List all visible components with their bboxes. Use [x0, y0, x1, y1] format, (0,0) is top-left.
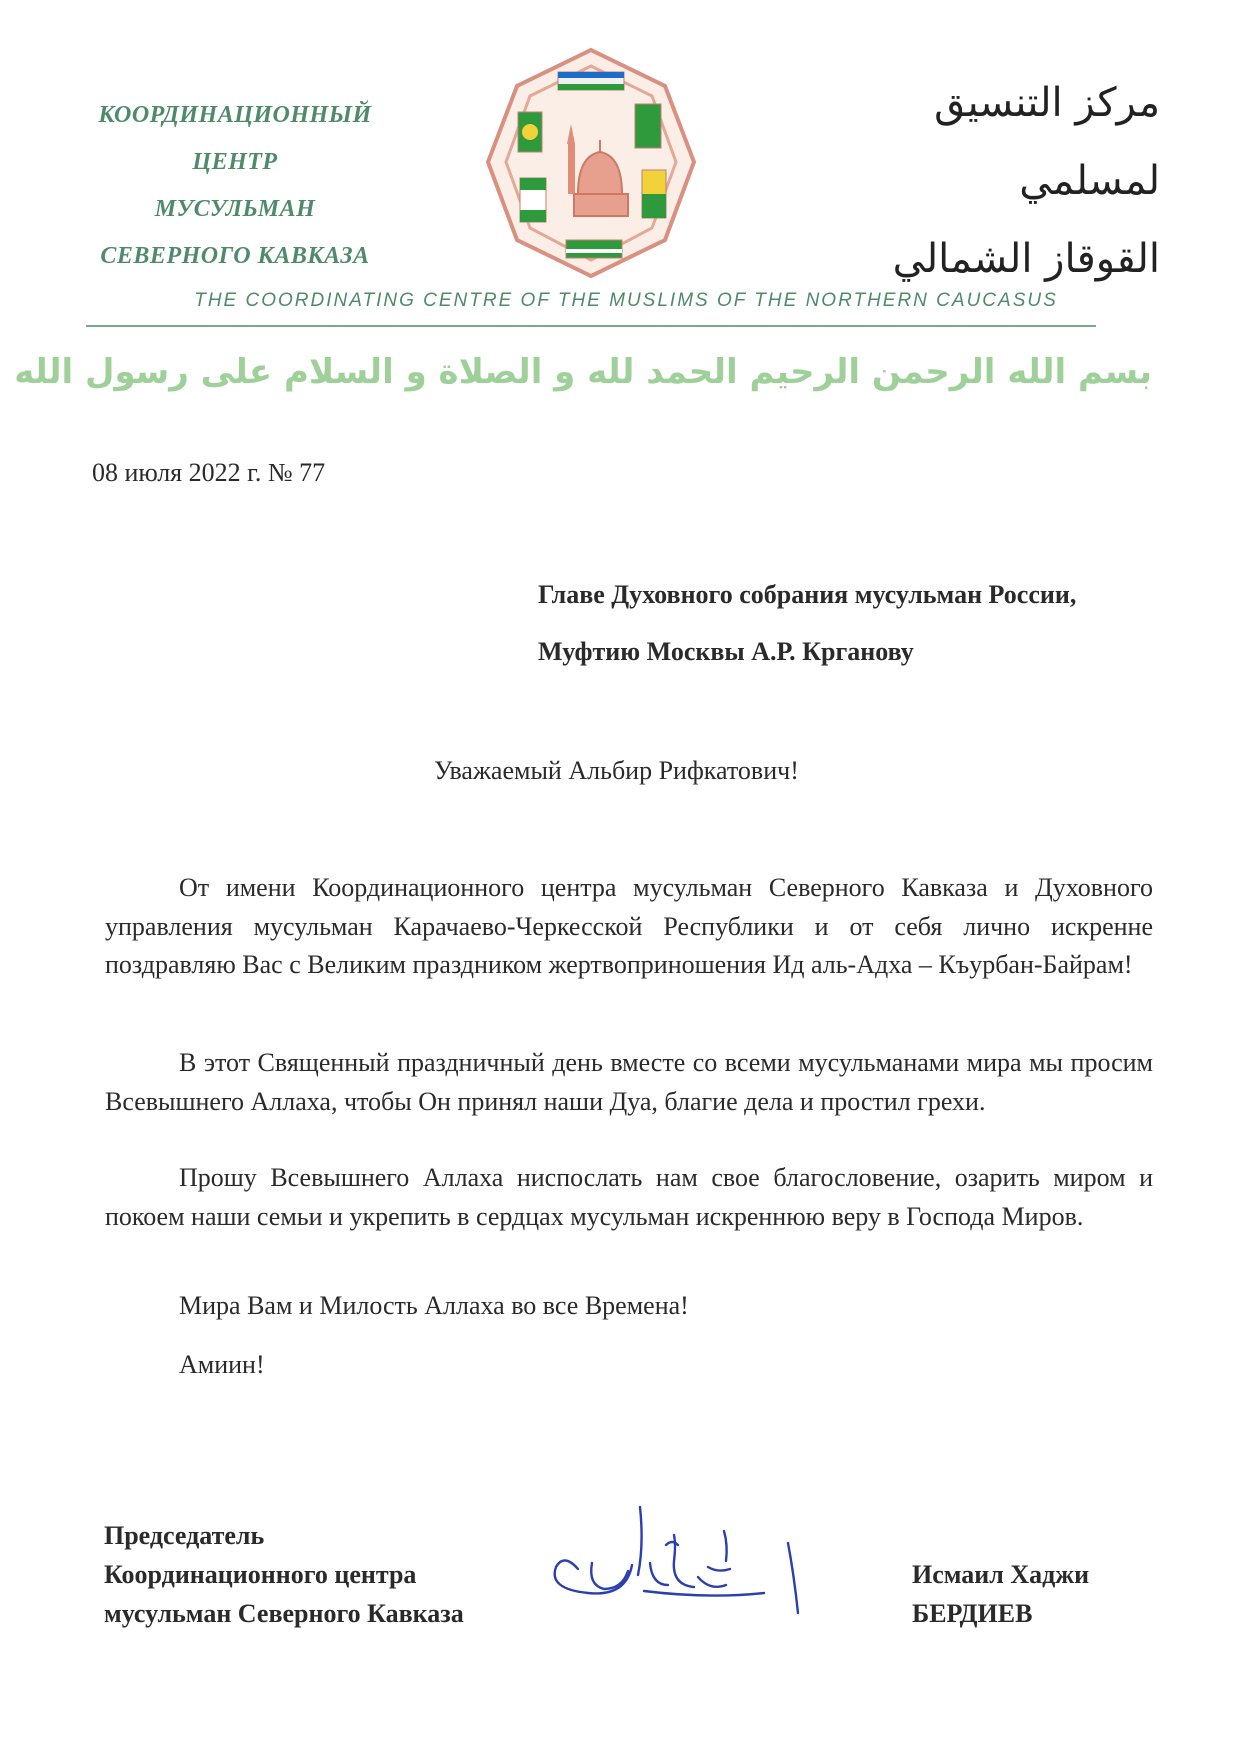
org-name-ru-line-2: ЦЕНТР: [192, 149, 278, 175]
signatory-name-line-2: БЕРДИЕВ: [912, 1599, 1033, 1628]
addressee-line-1: Главе Духовного собрания мусульман России,: [538, 580, 1077, 609]
org-name-ru-line-1: КООРДИНАЦИОННЫЙ: [98, 102, 372, 128]
body-paragraph-2-text: В этот Священный праздничный день вместе со всеми мусульманами мира мы просим Всевышнего Аллаха, чтобы Он принял наши Дуа, благие дела и простил грехи.: [105, 1048, 1153, 1116]
signatory-name: [912, 1555, 1089, 1633]
signatory-title-line-3: мусульман Северного Кавказа: [104, 1599, 464, 1628]
body-paragraph-3: [105, 1159, 1153, 1236]
signatory-title-line-1: Председатель: [104, 1521, 265, 1550]
basmala: بسم الله الرحمن الرحيم الحمد لله و الصلاة و السلام على رسول الله: [14, 352, 1152, 392]
org-name-ar-line-3: القوقاز الشمالي: [892, 236, 1160, 282]
signatory-title: [104, 1516, 464, 1633]
org-name-english: THE COORDINATING CENTRE OF THE MUSLIMS OF THE NORTHERN CAUCASUS: [194, 290, 1058, 311]
body-paragraph-1-text: От имени Координационного центра мусульман Северного Кавказа и Духовного управления мусульман Карачаево-Черкесской Республики и от себя лично искренне поздравляю Вас с Великим праздником жертвоприношения Ид аль-Адха – Къурбан-Байрам!: [105, 873, 1153, 979]
header-divider: [86, 325, 1096, 327]
org-name-russian: [70, 92, 400, 280]
body-paragraph-3-text: Прошу Всевышнего Аллаха ниспослать нам свое благословение, озарить миром и покоем наши семьи и укрепить в сердцах мусульман искреннюю веру в Господа Миров.: [105, 1163, 1153, 1231]
body-paragraph-4: Мира Вам и Милость Аллаха во все Времена!: [179, 1291, 689, 1320]
org-name-ar-line-2: لمسلمي: [1019, 158, 1160, 204]
body-paragraph-1: [105, 869, 1153, 985]
salutation: Уважаемый Альбир Рифкатович!: [434, 756, 799, 785]
signatory-title-line-2: Координационного центра: [104, 1560, 417, 1589]
signatory-name-line-1: Исмаил Хаджи: [912, 1560, 1090, 1589]
org-emblem-logo: [478, 44, 704, 284]
handwritten-signature: [548, 1505, 828, 1625]
org-name-ar-line-1: مركز التنسيق: [934, 80, 1160, 126]
body-paragraph-5: Амиин!: [179, 1350, 265, 1379]
addressee-line-2: Муфтию Москвы А.Р. Крганову: [538, 637, 914, 666]
org-name-arabic: [820, 64, 1160, 298]
letter-date-number: 08 июля 2022 г. № 77: [92, 458, 326, 487]
org-name-ru-line-3: МУСУЛЬМАН: [154, 196, 316, 222]
org-name-ru-line-4: СЕВЕРНОГО КАВКАЗА: [100, 243, 370, 269]
body-paragraph-2: [105, 1044, 1153, 1121]
